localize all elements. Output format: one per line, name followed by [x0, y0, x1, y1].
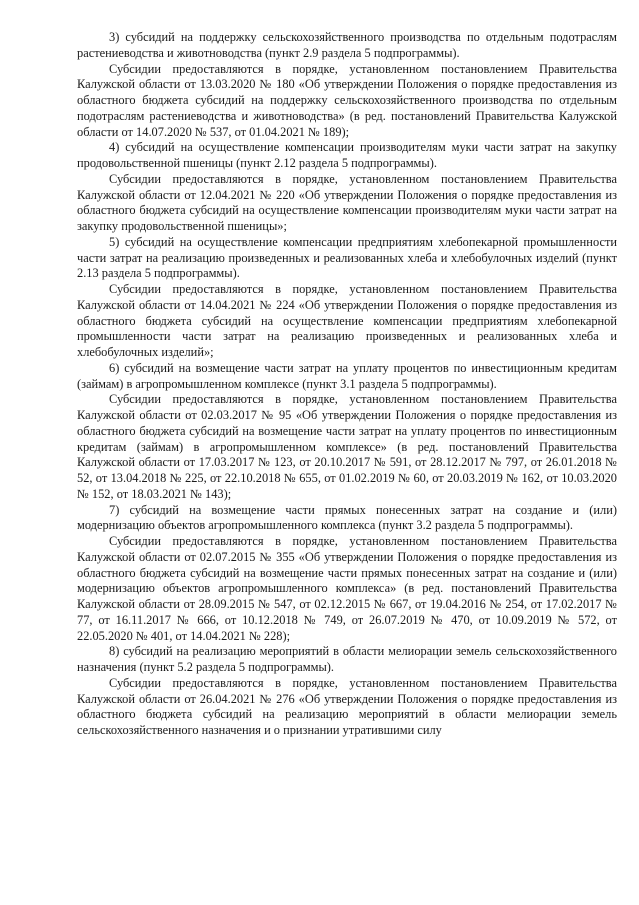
paragraph-item-5: 5) субсидий на осуществление компенсации предприятиям хлебопекарной промышленности части затрат на реализацию произведенных и реализованных хлеба и хлебобулочных изделий (пункт 2.13 раздела 5 подпрограммы).: [77, 234, 617, 281]
paragraph-procedure-95: Субсидии предоставляются в порядке, установленном постановлением Правительства Калужской области от 02.03.2017 № 95 «Об утверждении Положения о порядке предоставления из областного бюджета субсидий на возмещение части затрат на уплату процентов по инвестиционным кредитам (займам) в агропромышленном комплексе» (в ред. постановлений Правительства Калужской области от 17.03.2017 № 123, от 20.10.2017 № 591, от 28.12.2017 № 797, от 26.01.2018 № 52, от 13.04.2018 № 225, от 22.10.2018 № 655, от 01.02.2019 № 60, от 20.03.2019 № 162, от 10.03.2020 № 152, от 18.03.2021 № 143);: [77, 392, 617, 501]
paragraph-item-8: 8) субсидий на реализацию мероприятий в области мелиорации земель сельскохозяйственного назначения (пункт 5.2 раздела 5 подпрограммы).: [77, 644, 617, 674]
document-body: [77, 30, 617, 739]
paragraph-procedure-220: Субсидии предоставляются в порядке, установленном постановлением Правительства Калужской области от 12.04.2021 № 220 «Об утверждении Положения о порядке предоставления из областного бюджета субсидий на осуществление компенсации производителям муки части затрат на закупку продовольственной пшеницы»;: [77, 171, 617, 233]
paragraph-item-4: 4) субсидий на осуществление компенсации производителям муки части затрат на закупку продовольственной пшеницы (пункт 2.12 раздела 5 подпрограммы).: [77, 140, 617, 170]
paragraph-item-6: 6) субсидий на возмещение части затрат на уплату процентов по инвестиционным кредитам (займам) в агропромышленном комплексе (пункт 3.1 раздела 5 подпрограммы).: [77, 360, 617, 391]
paragraph-item-3: 3) субсидий на поддержку сельскохозяйственного производства по отдельным подотраслям растениеводства и животноводства (пункт 2.9 раздела 5 подпрограммы).: [77, 30, 617, 60]
paragraph-procedure-276: Субсидии предоставляются в порядке, установленном постановлением Правительства Калужской области от 26.04.2021 № 276 «Об утверждении Положения о порядке предоставления из областного бюджета субсидий на реализацию мероприятий в области мелиорации земель сельскохозяйственного назначения и о признании утратившими силу: [77, 675, 617, 737]
paragraph-procedure-355: Субсидии предоставляются в порядке, установленном постановлением Правительства Калужской области от 02.07.2015 № 355 «Об утверждении Положения о порядке предоставления из областного бюджета субсидий на возмещение части прямых понесенных затрат на создание и (или) модернизацию объектов агропромышленного комплекса» (в ред. постановлений Правительства Калужской области от 28.09.2015 № 547, от 02.12.2015 № 667, от 19.04.2016 № 254, от 17.02.2017 № 77, от 16.11.2017 № 666, от 10.12.2018 № 749, от 26.07.2019 № 470, от 10.09.2019 № 572, от 22.05.2020 № 401, от 14.04.2021 № 228);: [77, 534, 617, 643]
paragraph-procedure-224: Субсидии предоставляются в порядке, установленном постановлением Правительства Калужской области от 14.04.2021 № 224 «Об утверждении Положения о порядке предоставления из областного бюджета субсидий на осуществление компенсации предприятиям хлебопекарной промышленности части затрат на реализацию произведенных и реализованных хлеба и хлебобулочных изделий»;: [77, 282, 617, 359]
paragraph-procedure-180: Субсидии предоставляются в порядке, установленном постановлением Правительства Калужской области от 13.03.2020 № 180 «Об утверждении Положения о порядке предоставления из областного бюджета субсидий на поддержку сельскохозяйственного производства по отдельным подотраслям растениеводства и животноводства» (в ред. постановлений Правительства Калужской области от 14.07.2020 № 537, от 01.04.2021 № 189);: [77, 61, 617, 139]
paragraph-item-7: 7) субсидий на возмещение части прямых понесенных затрат на создание и (или) модернизацию объектов агропромышленного комплекса (пункт 3.2 раздела 5 подпрограммы).: [77, 502, 617, 533]
